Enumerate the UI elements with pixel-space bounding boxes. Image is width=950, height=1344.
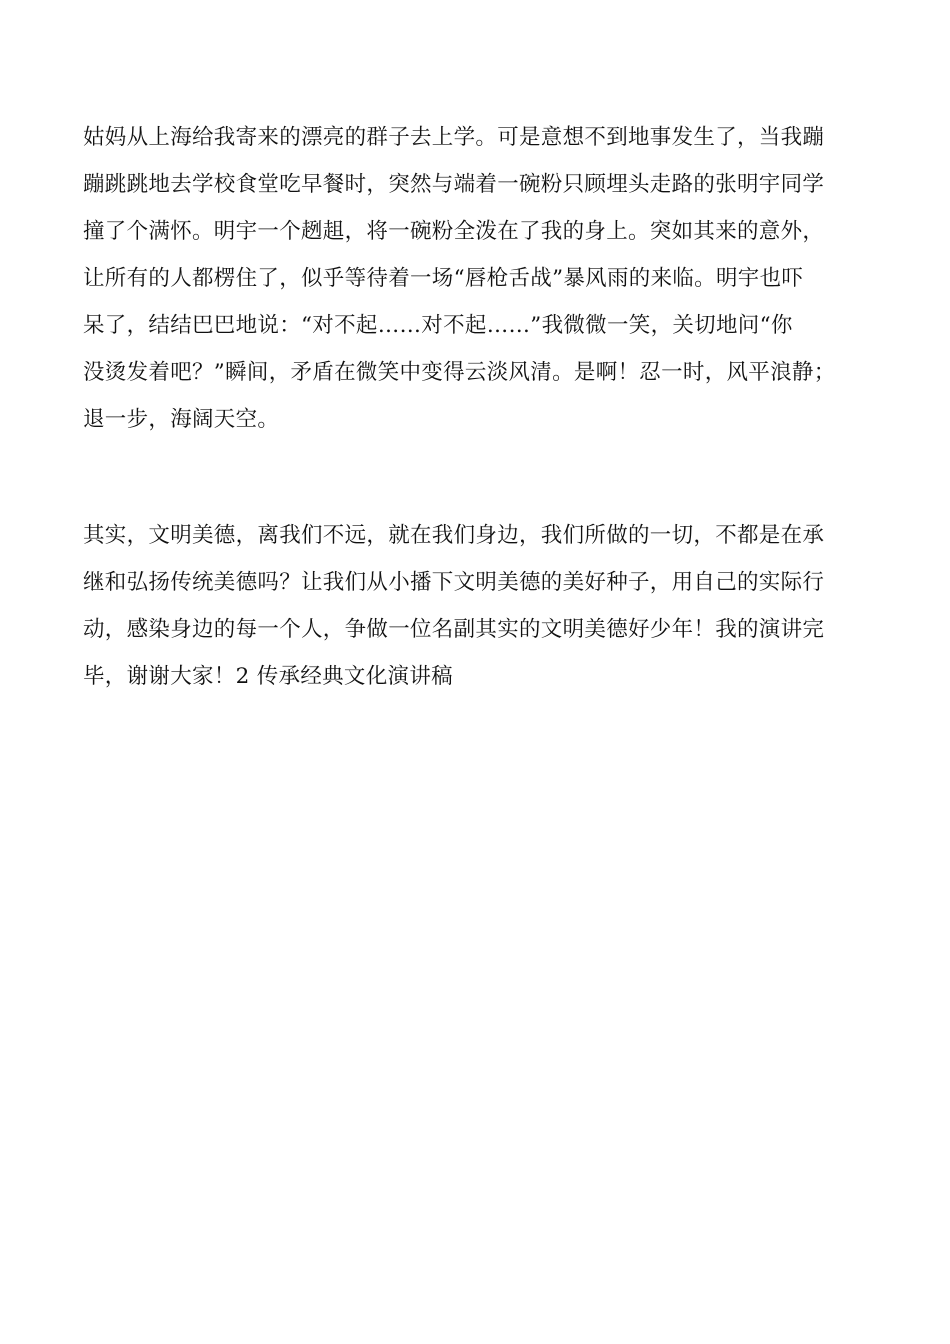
paragraph-line: 毕，谢谢大家！2 传承经典文化演讲稿 <box>83 664 453 689</box>
paragraph-line: 继和弘扬传统美德吗？让我们从小播下文明美德的美好种子，用自己的实际行 <box>83 570 825 595</box>
paragraph-line: 撞了个满怀。明宇一个趔趄，将一碗粉全泼在了我的身上。突如其来的意外， <box>83 219 825 244</box>
paragraph-line: 退一步，海阔天空。 <box>83 407 280 432</box>
paragraph-line: 让所有的人都楞住了，似乎等待着一场“唇枪舌战”暴风雨的来临。明宇也吓 <box>83 266 804 291</box>
paragraph-line: 呆了，结结巴巴地说：“对不起……对不起……”我微微一笑，关切地问“你 <box>83 313 793 338</box>
paragraph-line: 姑妈从上海给我寄来的漂亮的群子去上学。可是意想不到地事发生了，当我蹦 <box>83 125 825 150</box>
paragraph-line: 蹦跳跳地去学校食堂吃早餐时，突然与端着一碗粉只顾埋头走路的张明宇同学 <box>83 172 825 197</box>
paragraph-line: 没烫发着吧？”瞬间，矛盾在微笑中变得云淡风清。是啊！忍一时，风平浪静； <box>83 360 836 385</box>
paragraph-line: 动，感染身边的每一个人，争做一位名副其实的文明美德好少年！我的演讲完 <box>83 617 825 642</box>
paragraph-line: 其实，文明美德，离我们不远，就在我们身边，我们所做的一切，不都是在承 <box>83 523 825 548</box>
